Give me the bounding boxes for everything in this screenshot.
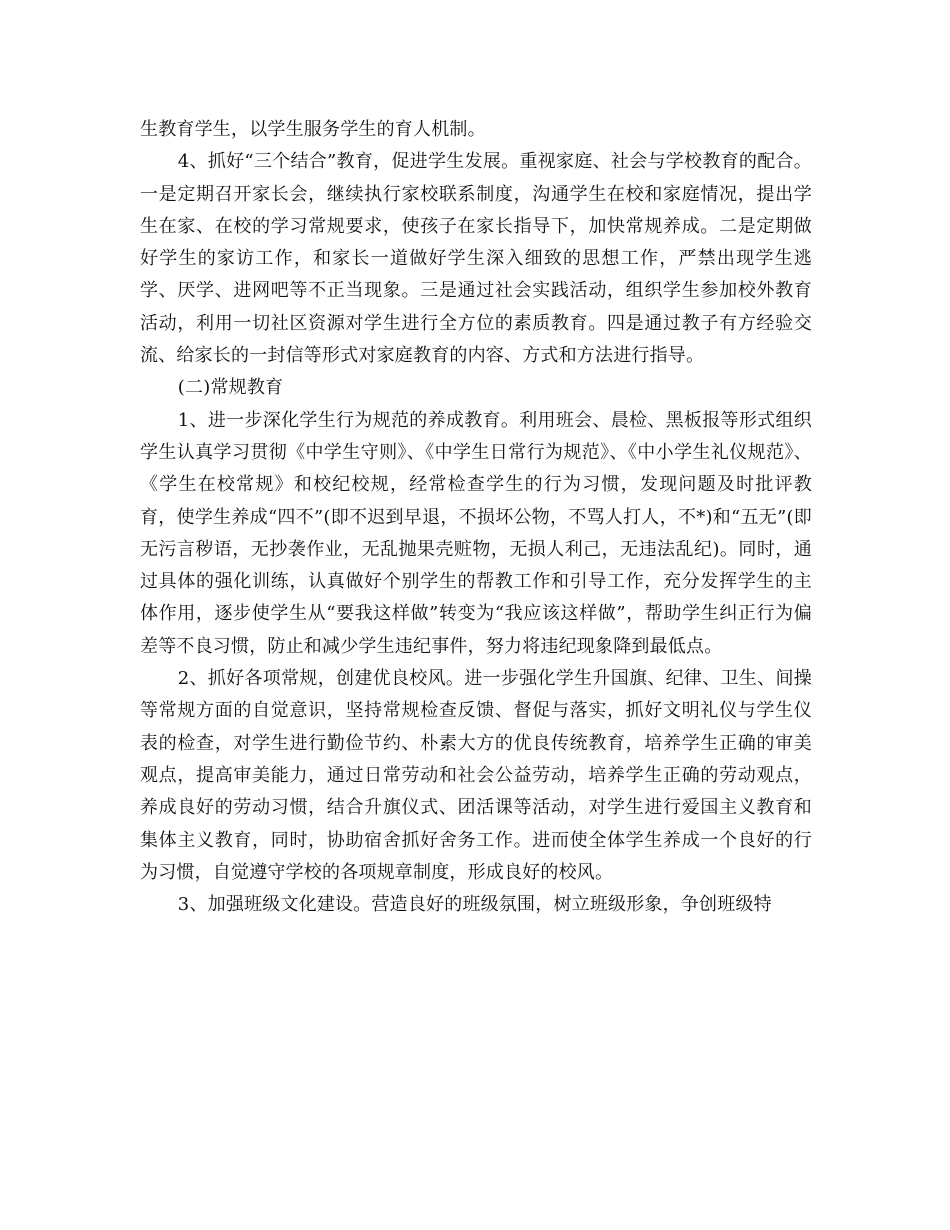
paragraph-school-spirit: 2、抓好各项常规，创建优良校风。进一步强化学生升国旗、纪律、卫生、间操等常规方面的自觉意识，坚持常规检查反馈、督促与落实，抓好文明礼仪与学生仪表的检查，对学生进行勤俭节约、朴素大方的优良传统教育，培养学生正确的审美观点，提高审美能力，通过日常劳动和社会公益劳动，培养学生正确的劳动观点，养成良好的劳动习惯，结合升旗仪式、团活课等活动，对学生进行爱国主义教育和集体主义教育，同时，协助宿舍抓好舍务工作。进而使全体学生养成一个良好的行为习惯，自觉遵守学校的各项规章制度，形成良好的校风。 [140,668,812,883]
document-body [140,114,812,921]
paragraph-three-combinations: 4、抓好“三个结合”教育，促进学生发展。重视家庭、社会与学校教育的配合。一是定期召开家长会，继续执行家校联系制度，沟通学生在校和家庭情况，提出学生在家、在校的学习常规要求，使孩子在家长指导下，加快常规养成。二是定期做好学生的家访工作，和家长一道做好学生深入细致的思想工作，严禁出现学生逃学、厌学、进网吧等不正当现象。三是通过社会实践活动，组织学生参加校外教育活动，利用一切社区资源对学生进行全方位的素质教育。四是通过教子有方经验交流、给家长的一封信等形式对家庭教育的内容、方式和方法进行指导。 [140,151,812,367]
section-heading-routine-education: (二)常规教育 [177,377,284,399]
paragraph-continuation: 生教育学生，以学生服务学生的育人机制。 [140,119,486,140]
paragraph-behavior-norms: 1、进一步深化学生行为规范的养成教育。利用班会、晨检、黑板报等形式组织学生认真学习贯彻《中学生守则》、《中学生日常行为规范》、《中小学生礼仪规范》、《学生在校常规》和校纪校规，经常检查学生的行为习惯，发现问题及时批评教育，使学生养成“四不”(即不迟到早退，不损坏公物，不骂人打人，不*)和“五无”(即无污言秽语，无抄袭作业，无乱抛果壳赃物，无损人利己，无违法乱纪)。同时，通过具体的强化训练，认真做好个别学生的帮教工作和引导工作，充分发挥学生的主体作用，逐步使学生从“要我这样做”转变为“我应该这样做”，帮助学生纠正行为偏差等不良习惯，防止和减少学生违纪事件，努力将违纪现象降到最低点。 [140,409,812,657]
paragraph-class-culture: 3、加强班级文化建设。营造良好的班级氛围，树立班级形象，争创班级特 [177,894,772,916]
